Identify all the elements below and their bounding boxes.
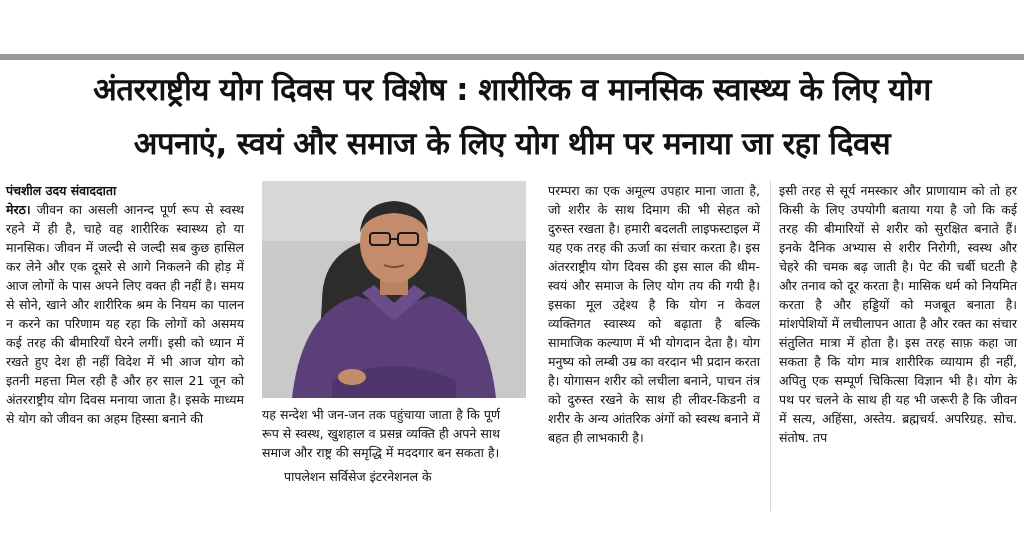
article-column-2 bbox=[262, 405, 500, 486]
top-rule bbox=[0, 54, 1024, 60]
article-column-1 bbox=[6, 181, 244, 428]
column-divider bbox=[770, 181, 771, 511]
column-2-text-continued: पापलेशन सर्विसेज इंटरनेशनल के bbox=[284, 469, 432, 484]
headline-line-2: अपनाएं, स्वयं और समाज के लिए योग थीम पर मनाया जा रहा दिवस bbox=[133, 126, 891, 162]
byline: पंचशील उदय संवाददाता bbox=[6, 183, 117, 198]
column-1-text: जीवन का असली आनन्द पूर्ण रूप से स्वस्थ रहने में ही है, चाहे वह शारीरिक स्वास्थ्य हो या मानसिक। जीवन में जल्दी से जल्दी सब कुछ हासिल कर लेने और एक दूसरे से आगे निकलने की होड़ में आज लोगों के पास अपने लिए वक्त ही नहीं है। समय से सोने, खाने और शारीरिक श्रम के नियम का पालन न करने का परिणाम यह रहा कि लोगों को असमय कई तरह की बीमारियाँ घेरने लगीं। इसी को ध्यान में रखते हुए देश ही नहीं विदेश में भी आज योग को इतनी महत्ता मिल रही है और हर साल 21 जून को अंतरराष्ट्रीय योग दिवस मनाया जाता है। इसके माध्यम से योग को जीवन का अहम हिस्सा बनाने की bbox=[6, 202, 244, 426]
headline-line-1: अंतरराष्ट्रीय योग दिवस पर विशेष : शारीरिक व मानसिक स्वास्थ्य के लिए योग bbox=[93, 72, 931, 108]
column-3-text: परम्परा का एक अमूल्य उपहार माना जाता है, जो शरीर के साथ दिमाग की भी सेहत को दुरुस्त रखता है। हमारी बदलती लाइफस्टाइल में यह एक तरह की ऊर्जा का संचार करता है। इस अंतरराष्ट्रीय योग दिवस की इस साल की थीम-स्वयं और समाज के लिए योग तय की गयी है। इसका मूल उद्देश्य है कि योग न केवल व्यक्तिगत स्वास्थ्य को बढ़ाता है बल्कि सामाजिक कल्याण में भी योगदान देता है। योग मनुष्य को लम्बी उम्र का वरदान भी प्रदान करता है। योगासन शरीर को लचीला बनाने, पाचन तंत्र को दुरुस्त रखने के साथ ही लीवर-किडनी व शरीर के अन्य आंतरिक अंगों को स्वस्थ बनाने में बहत ही लाभकारी है। bbox=[548, 183, 760, 445]
column-2-text: यह सन्देश भी जन-जन तक पहुंचाया जाता है कि पूर्ण रूप से स्वस्थ, खुशहाल व प्रसन्न व्यक्ति ही अपने साथ समाज और राष्ट्र की समृद्धि में मददगार बन सकता है। bbox=[262, 407, 500, 460]
dateline-place: मेरठ। bbox=[6, 202, 31, 217]
man-portrait-image bbox=[262, 181, 526, 398]
article-column-3 bbox=[548, 181, 760, 447]
column-4-text: इसी तरह से सूर्य नमस्कार और प्राणायाम को तो हर किसी के लिए उपयोगी बताया गया है जो कि कई तरह की बीमारियों से शरीर को सुरक्षित बनाते हैं। इनके दैनिक अभ्यास से शरीर निरोगी, स्वस्थ और चेहरे की चमक बढ़ जाती है। पेट की चर्बी घटती है और तनाव को दूर करता है। मासिक धर्म को नियमित करता है और हड्डियों को मजबूत बनाता है। मांशपेशियों में लचीलापन आता है और रक्त का संचार संतुलित मात्रा में होता है। इस तरह साफ़ कहा जा सकता है कि योग मात्र शारीरिक व्यायाम ही नहीं, अपितु एक सम्पूर्ण चिकित्सा विज्ञान भी है। योग के पथ पर चलने के साथ ही यह भी जरूरी है कि जीवन में सत्य, अहिंसा, अस्तेय. ब्रह्मचर्य. अपरिग्रह. सोच. संतोष. तप bbox=[779, 183, 1017, 445]
article-photo bbox=[262, 181, 526, 398]
article-column-4 bbox=[779, 181, 1017, 447]
